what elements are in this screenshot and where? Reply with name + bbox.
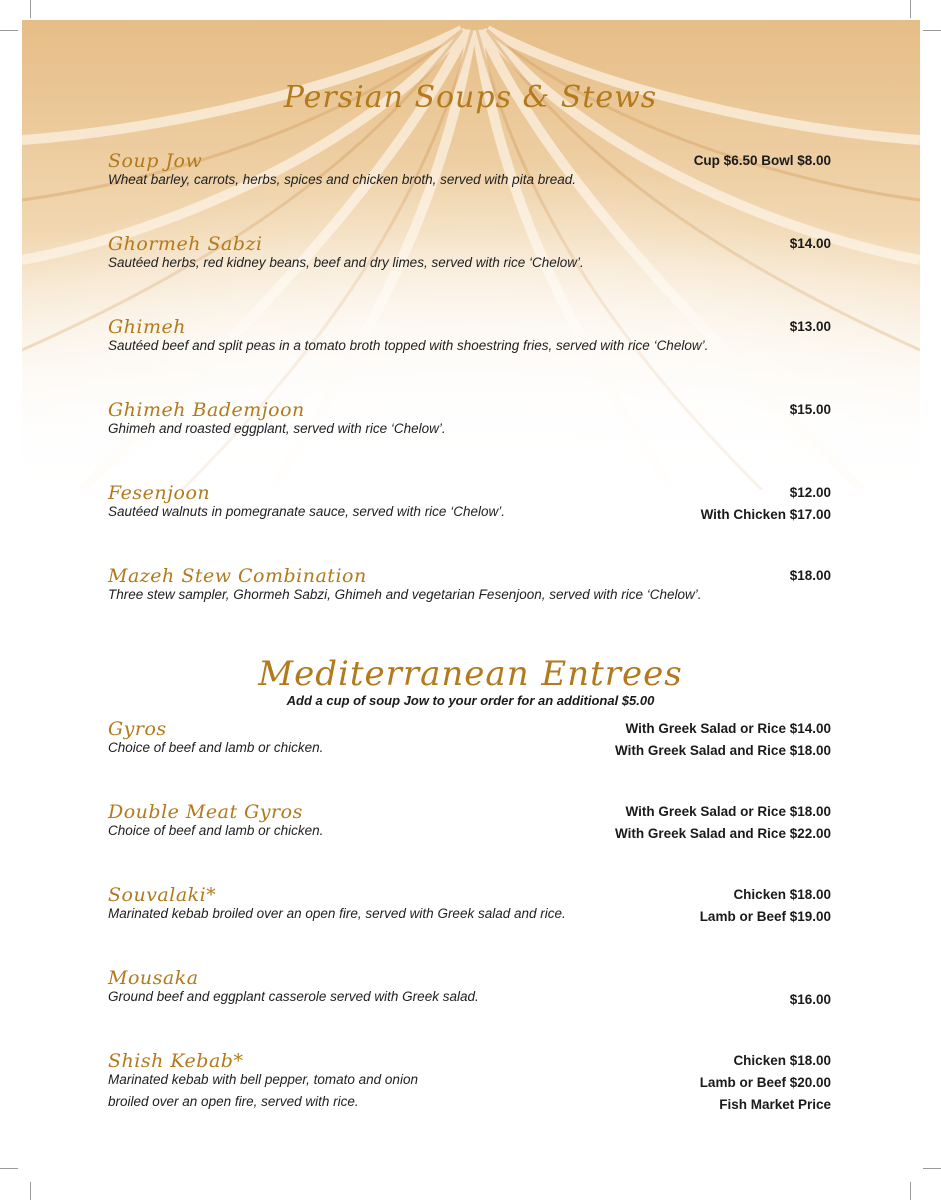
item-description: Three stew sampler, Ghormeh Sabzi, Ghimeh and vegetarian Fesenjoon, served with rice ‘Chelow’.: [108, 587, 702, 602]
item-name: Ghimeh Bademjoon: [108, 399, 305, 421]
menu-item: [108, 482, 831, 552]
item-description: broiled over an open fire, served with rice.: [108, 1094, 359, 1109]
item-description: Choice of beef and lamb or chicken.: [108, 823, 324, 838]
item-price: $18.00: [789, 568, 831, 583]
menu-item: [108, 801, 831, 871]
menu-item: [108, 150, 831, 220]
item-price: $13.00: [789, 319, 831, 334]
crop-mark: [910, 0, 911, 18]
item-price: $15.00: [789, 402, 831, 417]
item-price: With Greek Salad or Rice $18.00: [625, 804, 831, 819]
menu-item: [108, 1050, 831, 1120]
item-price: Lamb or Beef $19.00: [699, 909, 831, 924]
item-price: Lamb or Beef $20.00: [699, 1075, 831, 1090]
menu-item: [108, 718, 831, 788]
item-name: Fesenjoon: [108, 482, 211, 504]
crop-mark: [910, 1182, 911, 1200]
item-name: Double Meat Gyros: [108, 801, 303, 823]
item-name: Souvalaki*: [108, 884, 217, 906]
item-price: With Greek Salad and Rice $18.00: [615, 743, 831, 758]
item-price: Cup $6.50 Bowl $8.00: [693, 153, 831, 168]
item-description: Sautéed beef and split peas in a tomato broth topped with shoestring fries, served with rice ‘Chelow’.: [108, 338, 709, 353]
item-name: Ghormeh Sabzi: [108, 233, 263, 255]
item-price: $14.00: [789, 236, 831, 251]
menu-item: [108, 565, 831, 635]
menu-item: [108, 399, 831, 469]
item-price: $16.00: [789, 992, 831, 1007]
item-price: Chicken $18.00: [733, 1053, 831, 1068]
item-description: Sautéed herbs, red kidney beans, beef and dry limes, served with rice ‘Chelow’.: [108, 255, 584, 270]
item-price: Chicken $18.00: [733, 887, 831, 902]
section-title-entrees: Mediterranean Entrees: [258, 654, 683, 694]
item-description: Ground beef and eggplant casserole served with Greek salad.: [108, 989, 479, 1004]
crop-mark: [923, 30, 941, 31]
menu-item: [108, 233, 831, 303]
item-description: Sautéed walnuts in pomegranate sauce, served with rice ‘Chelow’.: [108, 504, 505, 519]
entrees-note: Add a cup of soup Jow to your order for an additional $5.00: [286, 693, 655, 708]
item-description: Choice of beef and lamb or chicken.: [108, 740, 324, 755]
section-title-soups: Persian Soups & Stews: [283, 80, 658, 115]
item-name: Mazeh Stew Combination: [108, 565, 367, 587]
item-description: Marinated kebab with bell pepper, tomato and onion: [108, 1072, 418, 1087]
crop-mark: [30, 1182, 31, 1200]
item-price: Fish Market Price: [719, 1097, 831, 1112]
item-name: Gyros: [108, 718, 167, 740]
item-price: With Chicken $17.00: [700, 507, 831, 522]
item-name: Ghimeh: [108, 316, 186, 338]
menu-item: [108, 884, 831, 954]
item-name: Soup Jow: [108, 150, 203, 172]
item-price: With Greek Salad or Rice $14.00: [625, 721, 831, 736]
menu-item: [108, 316, 831, 386]
item-price: $12.00: [789, 485, 831, 500]
item-price: With Greek Salad and Rice $22.00: [615, 826, 831, 841]
item-name: Mousaka: [108, 967, 199, 989]
crop-mark: [923, 1168, 941, 1169]
crop-mark: [30, 0, 31, 18]
item-description: Ghimeh and roasted eggplant, served with rice ‘Chelow’.: [108, 421, 446, 436]
crop-mark: [0, 30, 18, 31]
item-description: Marinated kebab broiled over an open fire, served with Greek salad and rice.: [108, 906, 566, 921]
item-name: Shish Kebab*: [108, 1050, 244, 1072]
menu-item: [108, 967, 831, 1037]
item-description: Wheat barley, carrots, herbs, spices and chicken broth, served with pita bread.: [108, 172, 576, 187]
crop-mark: [0, 1168, 18, 1169]
